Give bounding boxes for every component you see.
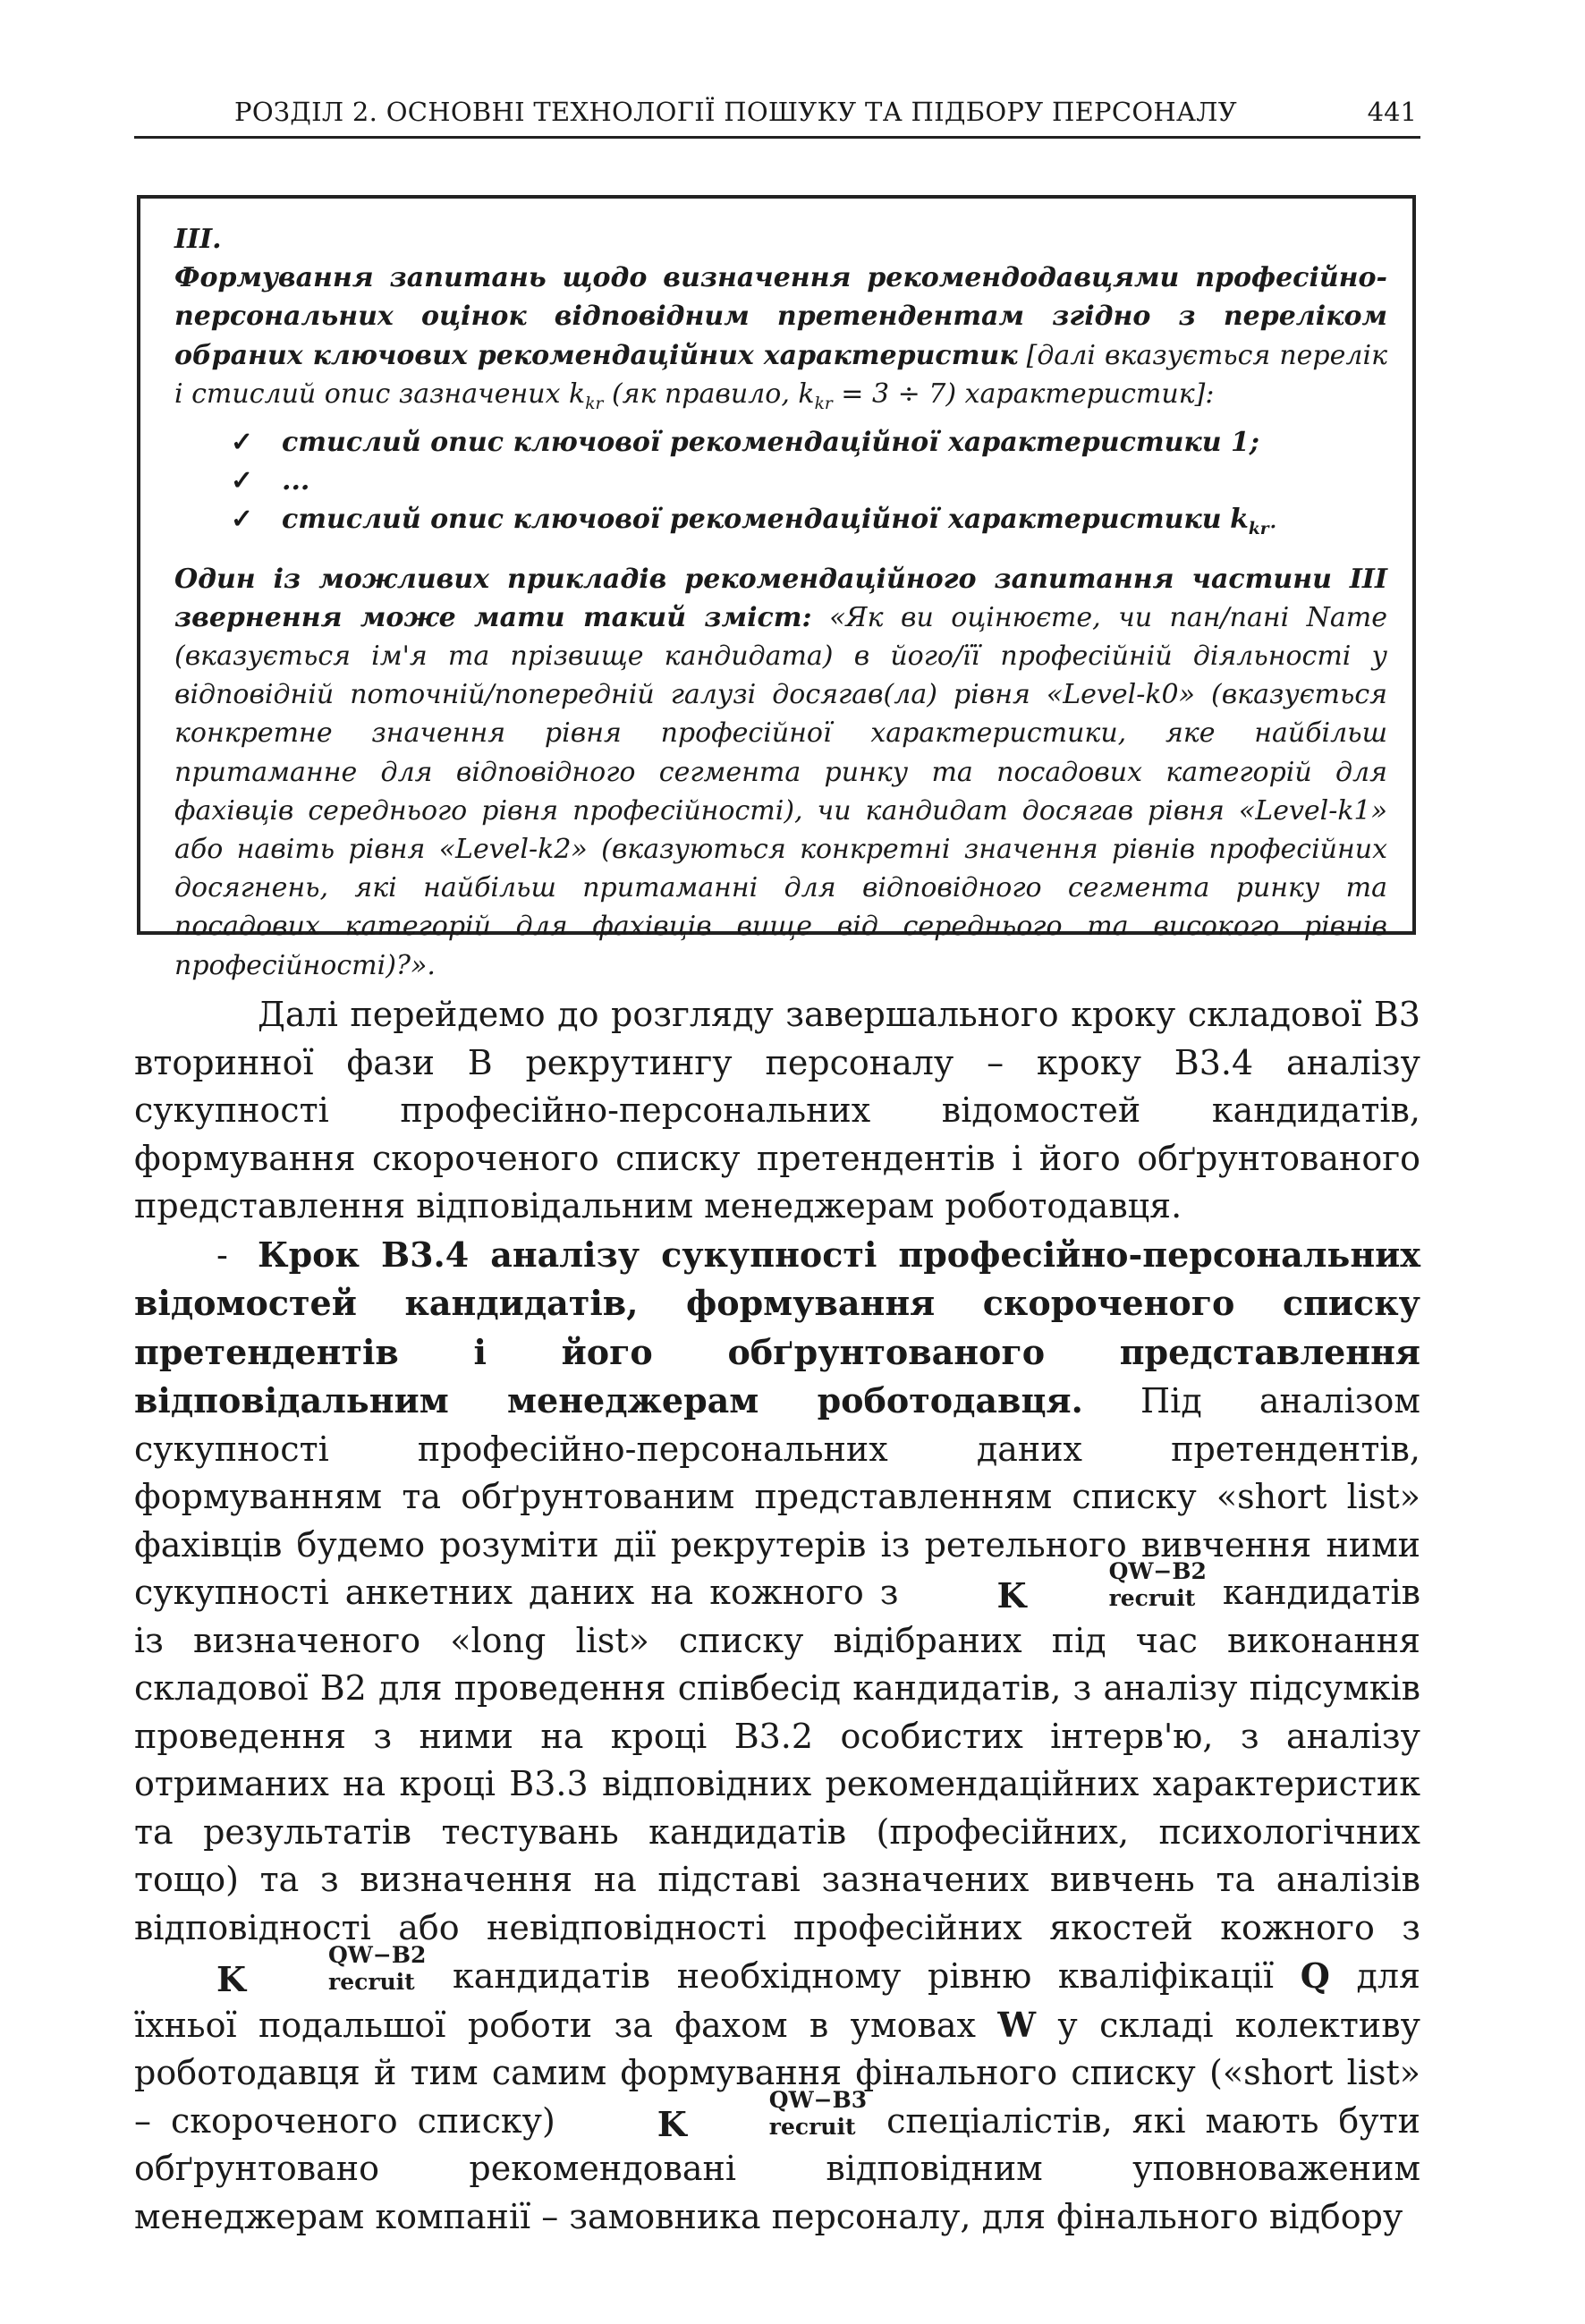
example-paragraph: Один із можливих прикладів рекомендаційного запитання частини III звернення може мати такий зміст: «Як ви оцінюєте, чи пан/пані Name (вказується ім'я та прізвище кандидата) в його/її професійній діяльності у відповідній поточній/попередній галузі досягав(ла) рівня «Level-k0» (вказується конкретне значення рівня професійної характеристики, яке найбільш притаманне для відповідного сегмента ринку та посадових категорій для фахівців середнього рівня професійності), чи кандидат досягав рівня «Level-k1» або навіть рівня «Level-k2» (вказуються конкретні значення рівнів професійних досягнень, які найбільш притаманні для відповідного сегмента ринку та посадових категорій для фахівців вище від середнього та високого рівнів професійності)?». xyxy=(174,563,1388,981)
section-label: III. xyxy=(174,224,222,255)
checkmark-icon: ✓ xyxy=(230,465,253,497)
paragraph-step: - Крок В3.4 аналізу сукупності професійно-персональних відомостей кандидатів, формування скороченого списку претендентів і його обґрунтованого представлення відповідальним менеджерам роботодавця. Під аналізом сукупності професійно-персональних даних претендентів, формуванням та обґрунтованим представленням списку «short list» фахівців будемо розуміти дії рекрутерів із ретельного вивчення ними сукупності анкетних даних на кожного з K QW−B2 recruit кандидатів із визначеного «long list» списку відібраних під час виконання складової В2 для проведення співбесід кандидатів, з аналізу підсумків проведення з ними на кроці В3.2 особистих інтерв'ю, з аналізу отриманих на кроці В3.3 відповідних рекомендаційних характеристик та результатів тестувань кандидатів (професійних, психологічних тощо) та з визначення на підставі зазначених вивчень та аналізів відповідності або невідповідності професійних якостей кожного з K QW−B2 recruit кандидатів необхідному рівню кваліфікації Q для їхньої подальшої роботи за фахом в умовах W у складі колективу роботодавця й тим самим формування фінального списку («short list» – скороченого списку) K QW−B3 recruit спеціалістів, які мають бути обґрунтовано рекомендовані відповідним уповноваженим менеджерам компанії – замовника персоналу, для фінального відбору xyxy=(134,1234,1420,2236)
checkmark-icon: ✓ xyxy=(230,427,253,459)
header-title: РОЗДІЛ 2. ОСНОВНІ ТЕХНОЛОГІЇ ПОШУКУ ТА ПІДБОРУ ПЕРСОНАЛУ xyxy=(234,97,1238,127)
paragraph-intro: Далі перейдемо до розгляду завершального кроку складової В3 вторинної фази В рекрутингу персоналу – кроку В3.4 аналізу сукупності професійно-персональних відомостей кандидатів, формування скороченого списку претендентів і його обґрунтованого представлення відповідальним менеджерам роботодавця. xyxy=(134,995,1420,1226)
step-heading: Крок В3.4 аналізу сукупності професійно-персональних відомостей кандидатів, формування скороченого списку претендентів і його обґрунтованого представлення відповідальним менеджерам роботодавця. xyxy=(134,1234,1420,1421)
k-recruit-b3-symbol: K QW−B3 recruit xyxy=(657,2086,868,2144)
check-list-item: ✓ стислий опис ключової рекомендаційної характеристики 1; xyxy=(174,423,1387,462)
k-recruit-b2-symbol: K QW−B2 recruit xyxy=(996,1558,1207,1616)
check-list-item: ✓ стислий опис ключової рекомендаційної характеристики $k_{kr}$. xyxy=(174,500,1387,548)
k-symbol: $k_{kr}$ xyxy=(569,377,604,413)
running-header xyxy=(134,89,1420,139)
template-box-content xyxy=(174,220,1387,985)
page-number: 441 xyxy=(1367,97,1417,127)
checkmark-icon: ✓ xyxy=(230,504,253,536)
section-intro: Формування запитань щодо визначення рекомендодавцями професійно-персональних оцінок відповідним претендентам згідно з переліком обраних ключових рекомендаційних характеристик [далі вказується перелік і стислий опис зазначених $k_{kr}$ (як правило, $k_{kr} = 3 \div 7$) характеристик]: xyxy=(174,262,1387,413)
check-list-item: ✓ ... xyxy=(174,462,1387,500)
template-box xyxy=(137,195,1416,981)
k-recruit-b2-symbol: K QW−B2 recruit xyxy=(216,1942,427,1999)
body-text xyxy=(134,991,1420,2241)
